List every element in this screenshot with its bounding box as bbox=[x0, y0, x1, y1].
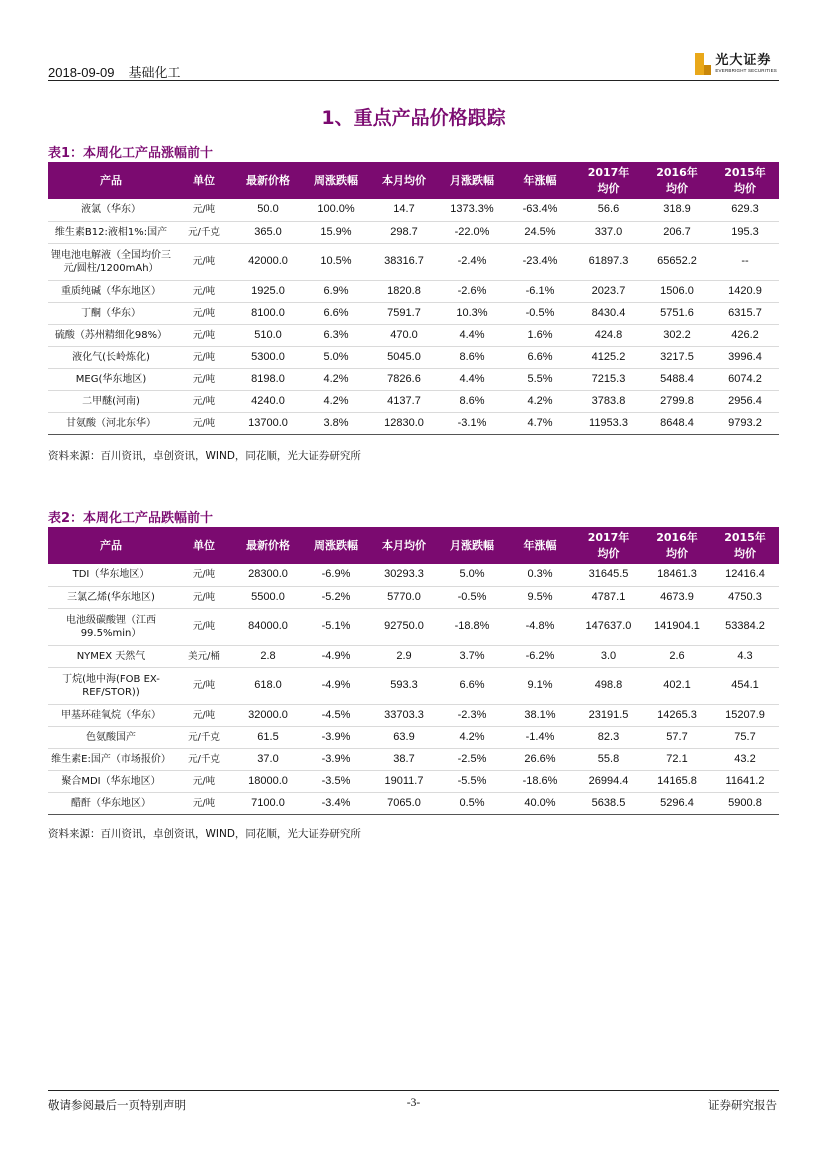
value-cell: 3.8% bbox=[323, 416, 349, 429]
value-cell: 7215.3 bbox=[591, 372, 626, 385]
value-cell: 4750.3 bbox=[728, 590, 762, 603]
value-cell: 3996.4 bbox=[728, 350, 762, 363]
report-date: 2018-09-09 bbox=[48, 65, 115, 80]
product-name: TDI（华东地区） bbox=[72, 569, 150, 581]
value-cell: -0.5% bbox=[457, 590, 487, 603]
value-cell: -2.3% bbox=[457, 708, 487, 721]
value-cell: -3.9% bbox=[321, 730, 351, 743]
product-name: 丁酮（华东） bbox=[81, 307, 141, 319]
value-cell: 1820.8 bbox=[387, 284, 421, 297]
value-cell: 5900.8 bbox=[728, 796, 762, 809]
unit-cell: 元/吨 bbox=[192, 775, 216, 787]
table1-col-header: 2015年 均价 bbox=[724, 165, 766, 195]
product-name: 二甲醚(河南) bbox=[82, 395, 140, 407]
value-cell: 365.0 bbox=[254, 225, 282, 238]
product-name: 电池级碳酸锂（江西99.5%min） bbox=[66, 614, 156, 639]
value-cell: -18.8% bbox=[454, 620, 490, 632]
table1-col-header: 月涨跌幅 bbox=[450, 173, 494, 187]
value-cell: 426.2 bbox=[731, 328, 759, 341]
table2-col-header: 2015年 均价 bbox=[724, 530, 766, 560]
value-cell: -3.5% bbox=[321, 774, 351, 787]
value-cell: 318.9 bbox=[663, 203, 691, 216]
table2-caption: 表2：本周化工产品跌幅前十 bbox=[48, 511, 214, 526]
value-cell: 298.7 bbox=[390, 225, 418, 238]
value-cell: -5.2% bbox=[321, 590, 351, 603]
value-cell: 2956.4 bbox=[728, 394, 762, 407]
unit-cell: 元/吨 bbox=[192, 797, 216, 809]
value-cell: 1420.9 bbox=[728, 284, 762, 297]
value-cell: 55.8 bbox=[597, 752, 620, 765]
value-cell: 92750.0 bbox=[384, 620, 424, 632]
value-cell: 5770.0 bbox=[387, 590, 421, 603]
value-cell: 14165.8 bbox=[657, 774, 697, 787]
value-cell: 5.5% bbox=[527, 372, 553, 385]
value-cell: -5.5% bbox=[457, 774, 487, 787]
value-cell: -1.4% bbox=[525, 730, 555, 743]
value-cell: 10.3% bbox=[456, 306, 488, 319]
value-cell: 6.6% bbox=[459, 679, 485, 691]
value-cell: 31645.5 bbox=[588, 568, 629, 581]
unit-cell: 元/千克 bbox=[188, 226, 220, 238]
value-cell: 6315.7 bbox=[728, 306, 762, 319]
value-cell: -3.1% bbox=[457, 416, 487, 429]
value-cell: 28300.0 bbox=[248, 568, 288, 581]
value-cell: 57.7 bbox=[666, 730, 688, 743]
table2-col-header: 单位 bbox=[193, 538, 215, 552]
value-cell: 11641.2 bbox=[725, 774, 765, 787]
page-number: -3- bbox=[406, 1097, 421, 1109]
value-cell: 38.1% bbox=[524, 708, 556, 721]
product-name: 硫酸（苏州精细化98%） bbox=[54, 329, 168, 341]
table-row bbox=[48, 243, 779, 280]
value-cell: 618.0 bbox=[254, 679, 282, 691]
table1 bbox=[48, 162, 779, 435]
value-cell: 9.5% bbox=[527, 590, 553, 603]
table-row bbox=[48, 726, 779, 748]
value-cell: 4.3 bbox=[737, 649, 753, 662]
value-cell: 1373.3% bbox=[450, 203, 494, 216]
table1-col-header: 周涨跌幅 bbox=[314, 173, 358, 187]
value-cell: -5.1% bbox=[321, 620, 351, 632]
product-name: 聚合MDI（华东地区） bbox=[61, 775, 161, 787]
value-cell: 43.2 bbox=[734, 752, 756, 765]
value-cell: 3.0 bbox=[600, 649, 617, 662]
value-cell: 141904.1 bbox=[654, 620, 700, 632]
value-cell: 32000.0 bbox=[248, 708, 288, 721]
product-name: 重质纯碱（华东地区） bbox=[61, 285, 161, 297]
value-cell: 7065.0 bbox=[387, 796, 421, 809]
product-name: 色氨酸国产 bbox=[86, 731, 136, 743]
table1-caption: 表1：本周化工产品涨幅前十 bbox=[48, 146, 214, 161]
unit-cell: 元/千克 bbox=[188, 753, 220, 765]
value-cell: 8430.4 bbox=[591, 306, 626, 319]
value-cell: 8.6% bbox=[459, 350, 485, 363]
value-cell: 9.1% bbox=[527, 679, 553, 691]
product-name: 液氯（华东） bbox=[81, 204, 141, 216]
value-cell: 30293.3 bbox=[384, 568, 424, 581]
value-cell: 33703.3 bbox=[384, 708, 424, 721]
value-cell: -6.2% bbox=[525, 649, 555, 662]
value-cell: 3.7% bbox=[459, 649, 485, 662]
value-cell: 7826.6 bbox=[387, 372, 421, 385]
unit-cell: 元/吨 bbox=[192, 680, 216, 691]
value-cell: 37.0 bbox=[257, 752, 279, 765]
value-cell: 402.1 bbox=[663, 679, 691, 691]
value-cell: 2.9 bbox=[396, 649, 412, 662]
table-row bbox=[48, 564, 779, 586]
value-cell: 424.8 bbox=[594, 328, 623, 341]
table2-col-header: 2017年 均价 bbox=[587, 530, 630, 560]
value-cell: 10.5% bbox=[320, 255, 352, 267]
product-name: 锂电池电解液（全国均价三元/圆柱/1200mAh） bbox=[51, 249, 171, 274]
table1-col-header: 最新价格 bbox=[246, 173, 290, 187]
value-cell: 26.6% bbox=[524, 752, 556, 765]
value-cell: 4240.0 bbox=[251, 394, 285, 407]
value-cell: 5488.4 bbox=[660, 372, 694, 385]
value-cell: -4.9% bbox=[321, 649, 351, 662]
value-cell: 470.0 bbox=[390, 328, 418, 341]
value-cell: 40.0% bbox=[524, 796, 556, 809]
value-cell: 4787.1 bbox=[591, 590, 626, 603]
table-row bbox=[48, 221, 779, 243]
value-cell: 42000.0 bbox=[248, 255, 288, 267]
value-cell: 18000.0 bbox=[248, 774, 288, 787]
table2-col-header: 年涨幅 bbox=[523, 538, 557, 552]
table2-col-header: 周涨跌幅 bbox=[314, 538, 358, 552]
value-cell: 15207.9 bbox=[725, 708, 765, 721]
value-cell: 4137.7 bbox=[387, 394, 421, 407]
value-cell: 4125.2 bbox=[591, 350, 626, 363]
value-cell: 75.7 bbox=[734, 730, 756, 743]
logo-name-en: EVERBRIGHT SECURITIES bbox=[715, 68, 777, 74]
value-cell: 23191.5 bbox=[588, 708, 629, 721]
value-cell: -2.4% bbox=[457, 255, 487, 267]
value-cell: -3.4% bbox=[321, 796, 351, 809]
value-cell: 8198.0 bbox=[251, 372, 285, 385]
value-cell: 12830.0 bbox=[384, 416, 424, 429]
value-cell: 19011.7 bbox=[384, 774, 424, 787]
value-cell: 510.0 bbox=[254, 328, 282, 341]
value-cell: 65652.2 bbox=[657, 255, 697, 267]
unit-cell: 元/吨 bbox=[192, 373, 216, 385]
value-cell: 50.0 bbox=[257, 203, 279, 216]
product-name: MEG(华东地区) bbox=[75, 373, 147, 385]
table1-col-header: 年涨幅 bbox=[523, 173, 557, 187]
unit-cell: 元/吨 bbox=[192, 709, 216, 721]
table-row bbox=[48, 302, 779, 324]
section-title: 1、重点产品价格跟踪 bbox=[321, 107, 506, 129]
value-cell: 5.0% bbox=[459, 568, 485, 581]
value-cell: 1.6% bbox=[527, 328, 553, 341]
table-row bbox=[48, 645, 779, 667]
table2-header bbox=[48, 527, 779, 564]
unit-cell: 元/吨 bbox=[192, 569, 216, 581]
value-cell: -22.0% bbox=[454, 225, 490, 238]
value-cell: 38.7 bbox=[393, 752, 415, 765]
value-cell: 84000.0 bbox=[248, 620, 288, 632]
value-cell: 5638.5 bbox=[591, 796, 626, 809]
table-row bbox=[48, 748, 779, 770]
value-cell: 5296.4 bbox=[660, 796, 694, 809]
value-cell: 2799.8 bbox=[660, 394, 694, 407]
value-cell: 337.0 bbox=[594, 225, 623, 238]
value-cell: 63.9 bbox=[393, 730, 415, 743]
unit-cell: 元/吨 bbox=[192, 417, 216, 429]
unit-cell: 元/吨 bbox=[192, 329, 216, 341]
value-cell: 1506.0 bbox=[660, 284, 694, 297]
value-cell: 5500.0 bbox=[251, 590, 285, 603]
value-cell: 3783.8 bbox=[591, 394, 626, 407]
table2-col-header: 月涨跌幅 bbox=[450, 538, 494, 552]
value-cell: 0.3% bbox=[527, 568, 553, 581]
value-cell: -6.9% bbox=[321, 568, 351, 581]
value-cell: 8100.0 bbox=[251, 306, 285, 319]
footer-divider bbox=[48, 1090, 779, 1091]
report-category: 基础化工 bbox=[128, 66, 181, 81]
value-cell: 4.7% bbox=[527, 416, 553, 429]
unit-cell: 元/吨 bbox=[192, 256, 216, 267]
value-cell: 4673.9 bbox=[660, 590, 694, 603]
value-cell: 302.2 bbox=[663, 328, 691, 341]
value-cell: 72.1 bbox=[666, 752, 688, 765]
table-row bbox=[48, 368, 779, 390]
value-cell: 7100.0 bbox=[251, 796, 285, 809]
value-cell: -0.5% bbox=[525, 306, 555, 319]
value-cell: 56.6 bbox=[597, 203, 620, 216]
unit-cell: 元/吨 bbox=[192, 395, 216, 407]
table1-header bbox=[48, 162, 779, 199]
value-cell: 7591.7 bbox=[387, 306, 421, 319]
footer-disclaimer: 敬请参阅最后一页特别声明 bbox=[48, 1098, 186, 1112]
unit-cell: 元/吨 bbox=[192, 621, 216, 632]
value-cell: 5751.6 bbox=[660, 306, 694, 319]
value-cell: 12416.4 bbox=[725, 568, 765, 581]
unit-cell: 元/千克 bbox=[188, 731, 220, 743]
value-cell: 14.7 bbox=[393, 203, 415, 216]
value-cell: 4.2% bbox=[323, 394, 349, 407]
table2-source: 资料来源：百川资讯，卓创资讯，WIND，同花顺，光大证券研究所 bbox=[48, 828, 361, 840]
value-cell: 1925.0 bbox=[251, 284, 285, 297]
table2-body bbox=[48, 564, 779, 814]
table-row bbox=[48, 608, 779, 645]
product-name: 醋酐（华东地区） bbox=[71, 797, 151, 809]
value-cell: 5300.0 bbox=[251, 350, 285, 363]
value-cell: -2.6% bbox=[457, 284, 487, 297]
table-row bbox=[48, 324, 779, 346]
unit-cell: 美元/桶 bbox=[188, 650, 220, 662]
table2 bbox=[48, 527, 779, 815]
value-cell: 13700.0 bbox=[248, 416, 288, 429]
table-row bbox=[48, 770, 779, 792]
value-cell: 2.8 bbox=[260, 649, 276, 662]
value-cell: 6.6% bbox=[527, 350, 553, 363]
value-cell: 26994.4 bbox=[588, 774, 629, 787]
value-cell: 6.3% bbox=[323, 328, 349, 341]
product-name: 三氯乙烯(华东地区) bbox=[67, 591, 155, 603]
table-row bbox=[48, 199, 779, 221]
value-cell: 11953.3 bbox=[589, 416, 628, 429]
table1-col-header: 本月均价 bbox=[382, 173, 426, 187]
value-cell: 38316.7 bbox=[384, 255, 424, 267]
value-cell: 4.2% bbox=[459, 730, 485, 743]
value-cell: 15.9% bbox=[320, 225, 352, 238]
value-cell: 4.2% bbox=[527, 394, 553, 407]
value-cell: 147637.0 bbox=[585, 620, 632, 632]
table-row bbox=[48, 704, 779, 726]
value-cell: 6.9% bbox=[323, 284, 349, 297]
table2-col-header: 本月均价 bbox=[382, 538, 426, 552]
table-row bbox=[48, 586, 779, 608]
value-cell: 4.4% bbox=[459, 372, 485, 385]
value-cell: 4.2% bbox=[323, 372, 349, 385]
value-cell: -23.4% bbox=[522, 255, 558, 267]
table-row bbox=[48, 792, 779, 814]
value-cell: -3.9% bbox=[321, 752, 351, 765]
value-cell: -4.9% bbox=[321, 679, 351, 691]
value-cell: 206.7 bbox=[663, 225, 691, 238]
value-cell: 9793.2 bbox=[728, 416, 762, 429]
unit-cell: 元/吨 bbox=[192, 591, 216, 603]
product-name: 丁烷(地中海(FOB EX-REF/STOR)) bbox=[62, 673, 160, 698]
value-cell: 14265.3 bbox=[657, 708, 697, 721]
value-cell: 8648.4 bbox=[660, 416, 694, 429]
value-cell: 454.1 bbox=[731, 679, 759, 691]
product-name: 甘氨酸（河北东华） bbox=[66, 417, 156, 429]
header-divider bbox=[48, 80, 779, 81]
table1-body bbox=[48, 199, 779, 434]
value-cell: -63.4% bbox=[522, 203, 558, 216]
table1-col-header: 单位 bbox=[193, 173, 215, 187]
value-cell: 5045.0 bbox=[387, 350, 421, 363]
value-cell: 4.4% bbox=[459, 328, 485, 341]
value-cell: 100.0% bbox=[317, 203, 355, 216]
table2-col-header: 产品 bbox=[100, 538, 122, 552]
value-cell: 3217.5 bbox=[660, 350, 694, 363]
unit-cell: 元/吨 bbox=[192, 351, 216, 363]
table2-col-header: 最新价格 bbox=[246, 538, 290, 552]
value-cell: 61.5 bbox=[257, 730, 279, 743]
value-cell: 24.5% bbox=[524, 225, 556, 238]
value-cell: 0.5% bbox=[459, 796, 485, 809]
value-cell: -4.8% bbox=[525, 620, 555, 632]
logo-name-cn: 光大证券 bbox=[715, 53, 772, 69]
value-cell: -4.5% bbox=[321, 708, 351, 721]
table-row bbox=[48, 280, 779, 302]
value-cell: 593.3 bbox=[390, 679, 418, 691]
table-row bbox=[48, 667, 779, 704]
footer-report-type: 证券研究报告 bbox=[708, 1098, 777, 1112]
product-name: NYMEX 天然气 bbox=[76, 650, 146, 662]
value-cell: 6.6% bbox=[323, 306, 349, 319]
value-cell: -6.1% bbox=[525, 284, 555, 297]
company-logo bbox=[695, 52, 777, 76]
value-cell: 6074.2 bbox=[728, 372, 762, 385]
table1-col-header: 2017年 均价 bbox=[587, 165, 630, 195]
table-row bbox=[48, 412, 779, 434]
product-name: 甲基环硅氧烷（华东） bbox=[61, 709, 161, 721]
value-cell: 629.3 bbox=[731, 203, 759, 216]
value-cell: 8.6% bbox=[459, 394, 485, 407]
product-name: 液化气(长岭炼化) bbox=[72, 351, 150, 363]
value-cell: -- bbox=[741, 255, 749, 267]
value-cell: 195.3 bbox=[731, 225, 759, 238]
value-cell: 82.3 bbox=[597, 730, 620, 743]
table1-col-header: 产品 bbox=[100, 173, 122, 187]
table2-col-header: 2016年 均价 bbox=[656, 530, 698, 560]
report-header bbox=[48, 62, 181, 81]
value-cell: 5.0% bbox=[323, 350, 349, 363]
unit-cell: 元/吨 bbox=[192, 285, 216, 297]
value-cell: -18.6% bbox=[522, 774, 558, 787]
table1-col-header: 2016年 均价 bbox=[656, 165, 698, 195]
value-cell: 18461.3 bbox=[657, 568, 697, 581]
table-row bbox=[48, 390, 779, 412]
value-cell: -2.5% bbox=[457, 752, 487, 765]
product-name: 维生素E:国产（市场报价） bbox=[51, 753, 171, 765]
table-row bbox=[48, 346, 779, 368]
unit-cell: 元/吨 bbox=[192, 307, 216, 319]
value-cell: 2023.7 bbox=[591, 284, 626, 297]
table1-source: 资料来源：百川资讯，卓创资讯，WIND，同花顺，光大证券研究所 bbox=[48, 450, 361, 462]
logo-mark-icon bbox=[695, 53, 711, 75]
value-cell: 498.8 bbox=[594, 679, 623, 691]
value-cell: 2.6 bbox=[669, 649, 685, 662]
value-cell: 61897.3 bbox=[588, 255, 629, 267]
product-name: 维生素B12:液相1%:国产 bbox=[54, 226, 168, 238]
value-cell: 53384.2 bbox=[725, 620, 765, 632]
unit-cell: 元/吨 bbox=[192, 204, 216, 216]
